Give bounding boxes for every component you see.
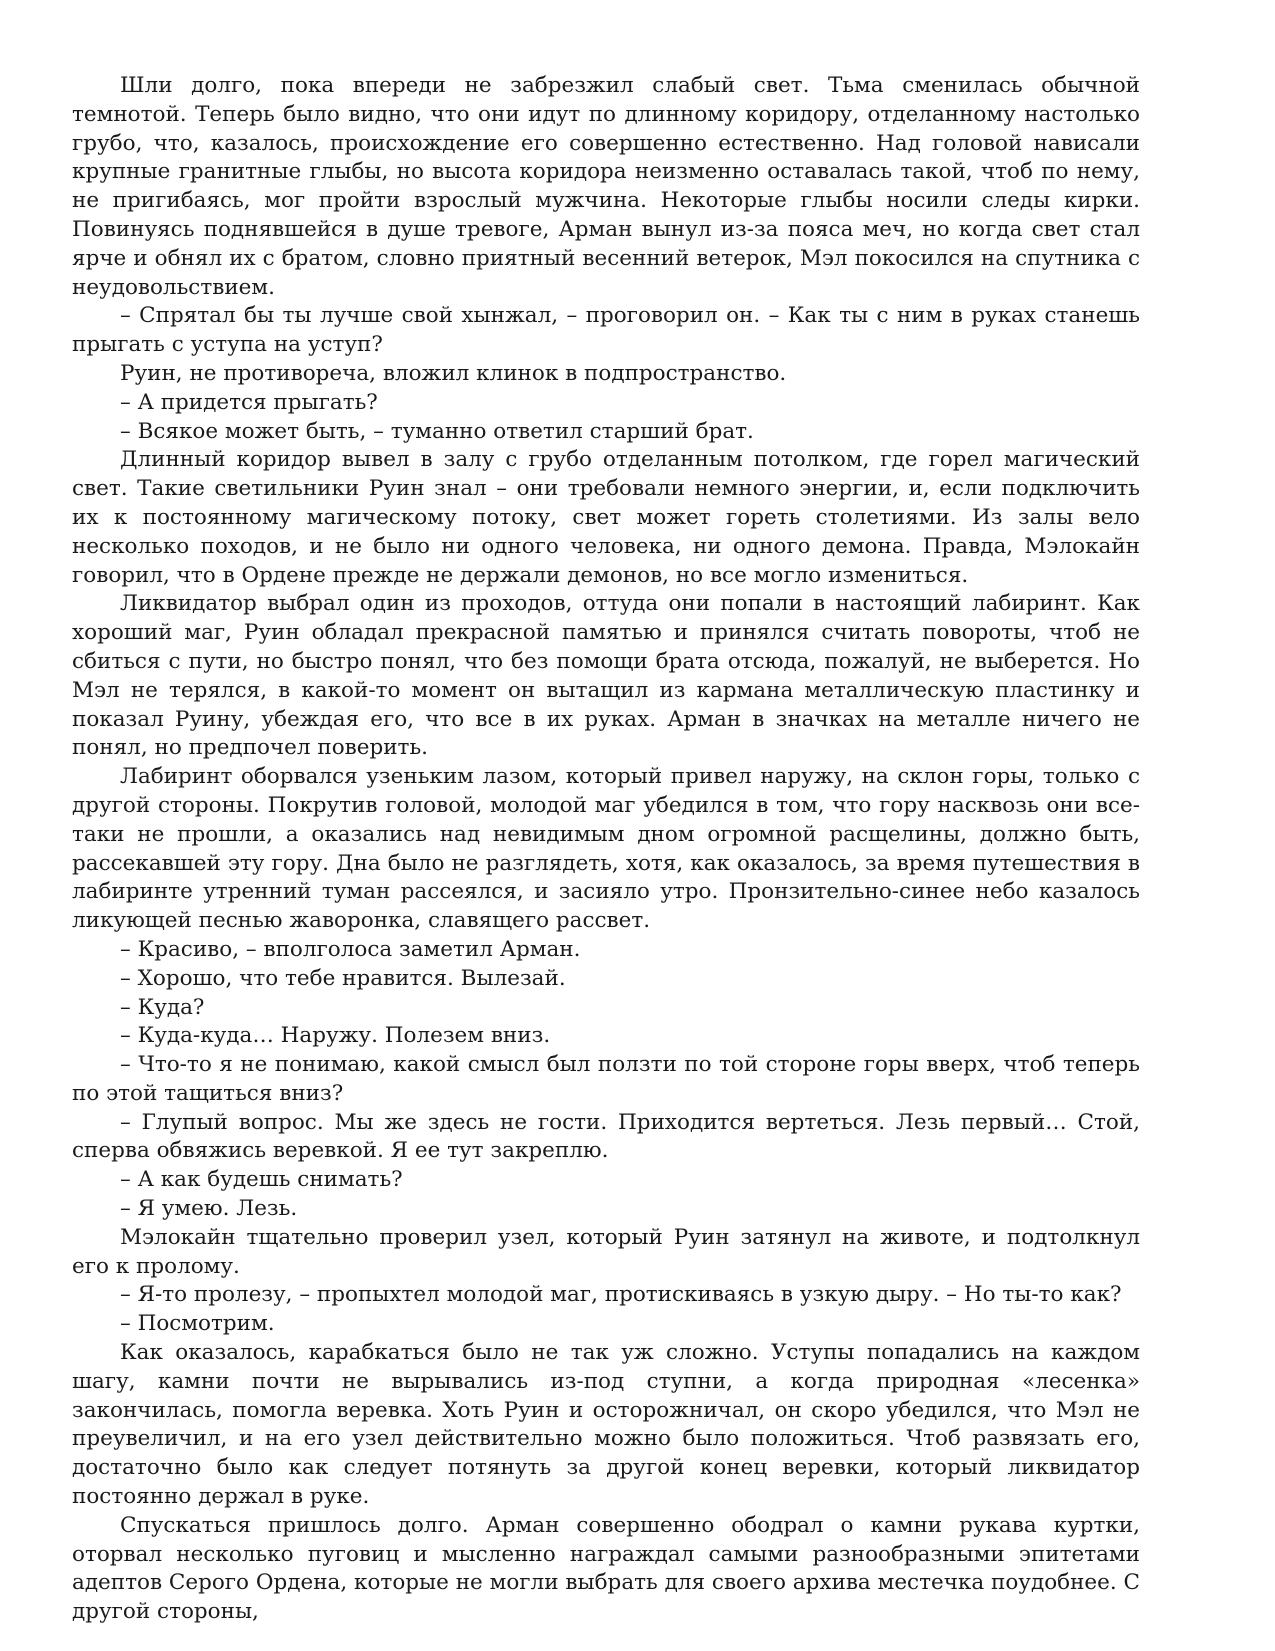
paragraph: Мэлокайн тщательно проверил узел, который Руин затянул на животе, и подтолкнул его к пролому. [72,1224,1140,1279]
paragraph: – А придется прыгать? [120,389,378,415]
paragraph: Ликвидатор выбрал один из проходов, оттуда они попали в настоящий лабиринт. Как хороший маг, Руин обладал прекрасной памятью и принялся считать повороты, чтоб не сбиться с пути, но быстро понял, что без помощи брата отсюда, пожалуй, не выберется. Но Мэл не терялся, в какой-то момент он вытащил из кармана металлическую пластинку и показал Руину, убеждая его, что все в их руках. Арман в значках на металле ничего не понял, но предпочел поверить. [72,591,1140,761]
paragraph: – Я умею. Лезь. [120,1196,298,1222]
paragraph: – А как будешь снимать? [120,1167,403,1193]
paragraph: – Спрятал бы ты лучше свой хынжал, – проговорил он. – Как ты с ним в руках станешь прыгать с уступа на уступ? [72,303,1140,358]
paragraph: – Что-то я не понимаю, какой смысл был ползти по той стороне горы вверх, чтоб теперь по этой тащиться вниз? [72,1052,1140,1106]
paragraph: – Куда? [120,994,205,1020]
paragraph: Шли долго, пока впереди не забрезжил слабый свет. Тьма сменилась обычной темнотой. Теперь было видно, что они идут по длинному коридору, отделанному настолько грубо, что, казалось, происхождение его совершенно естественно. Над головой нависали крупные гранитные глыбы, но высота коридора неизменно оставалась такой, чтоб по нему, не пригибаясь, мог пройти взрослый мужчина. Некоторые глыбы носили следы кирки. Повинуясь поднявшейся в душе тревоге, Арман вынул из-за пояса меч, но когда свет стал ярче и обнял их с братом, словно приятный весенний ветерок, Мэл покосился на спутника с неудовольствием. [72,73,1140,300]
paragraph: Руин, не противореча, вложил клинок в подпространство. [120,360,787,386]
paragraph: Спускаться пришлось долго. Арман совершенно ободрал о камни рукава куртки, оторвал несколько пуговиц и мысленно награждал самыми разнообразными эпитетами адептов Серого Ордена, которые не могли выбрать для своего архива местечка поудобнее. С другой стороны, [72,1512,1140,1625]
paragraph: – Куда-куда… Наружу. Полезем вниз. [120,1023,551,1049]
paragraph: Лабиринт оборвался узеньким лазом, который привел наружу, на склон горы, только с другой стороны. Покрутив головой, молодой маг убедился в том, что гору насквозь они все-таки не прошли, а оказались над невидимым дном огромной расщелины, должно быть, рассекавшей эту гору. Дна было не разглядеть, хотя, как оказалось, за время путешествия в лабиринте утренний туман рассеялся, и засияло утро. Пронзительно-синее небо казалось ликующей песнью жаворонка, славящего рассвет. [72,764,1140,934]
paragraph: – Я-то пролезу, – пропыхтел молодой маг, протискиваясь в узкую дыру. – Но ты-то как? [120,1282,1122,1308]
paragraph: Как оказалось, карабкаться было не так уж сложно. Уступы попадались на каждом шагу, камни почти не вырывались из-под ступни, а когда природная «лесенка» закончилась, помогла веревка. Хоть Руин и осторожничал, он скоро убедился, что Мэл не преувеличил, и на его узел действительно можно было положиться. Чтоб развязать его, достаточно было как следует потянуть за другой конец веревки, который ликвидатор постоянно держал в руке. [72,1340,1140,1510]
paragraph: Длинный коридор вывел в залу с грубо отделанным потолком, где горел магический свет. Такие светильники Руин знал – они требовали немного энергии, и, если подключить их к постоянному магическому потоку, свет может гореть столетиями. Из залы вело несколько походов, и не было ни одного человека, ни одного демона. Правда, Мэлокайн говорил, что в Ордене прежде не держали демонов, но все могло измениться. [72,447,1140,588]
paragraph: – Красиво, – вполголоса заметил Арман. [120,936,581,962]
page-text [72,72,1140,1627]
paragraph: – Посмотрим. [120,1311,275,1337]
paragraph: – Всякое может быть, – туманно ответил старший брат. [120,418,754,444]
paragraph: – Глупый вопрос. Мы же здесь не гости. Приходится вертеться. Лезь первый… Стой, сперва обвяжись веревкой. Я ее тут закреплю. [72,1109,1140,1164]
paragraph: – Хорошо, что тебе нравится. Вылезай. [120,965,566,991]
